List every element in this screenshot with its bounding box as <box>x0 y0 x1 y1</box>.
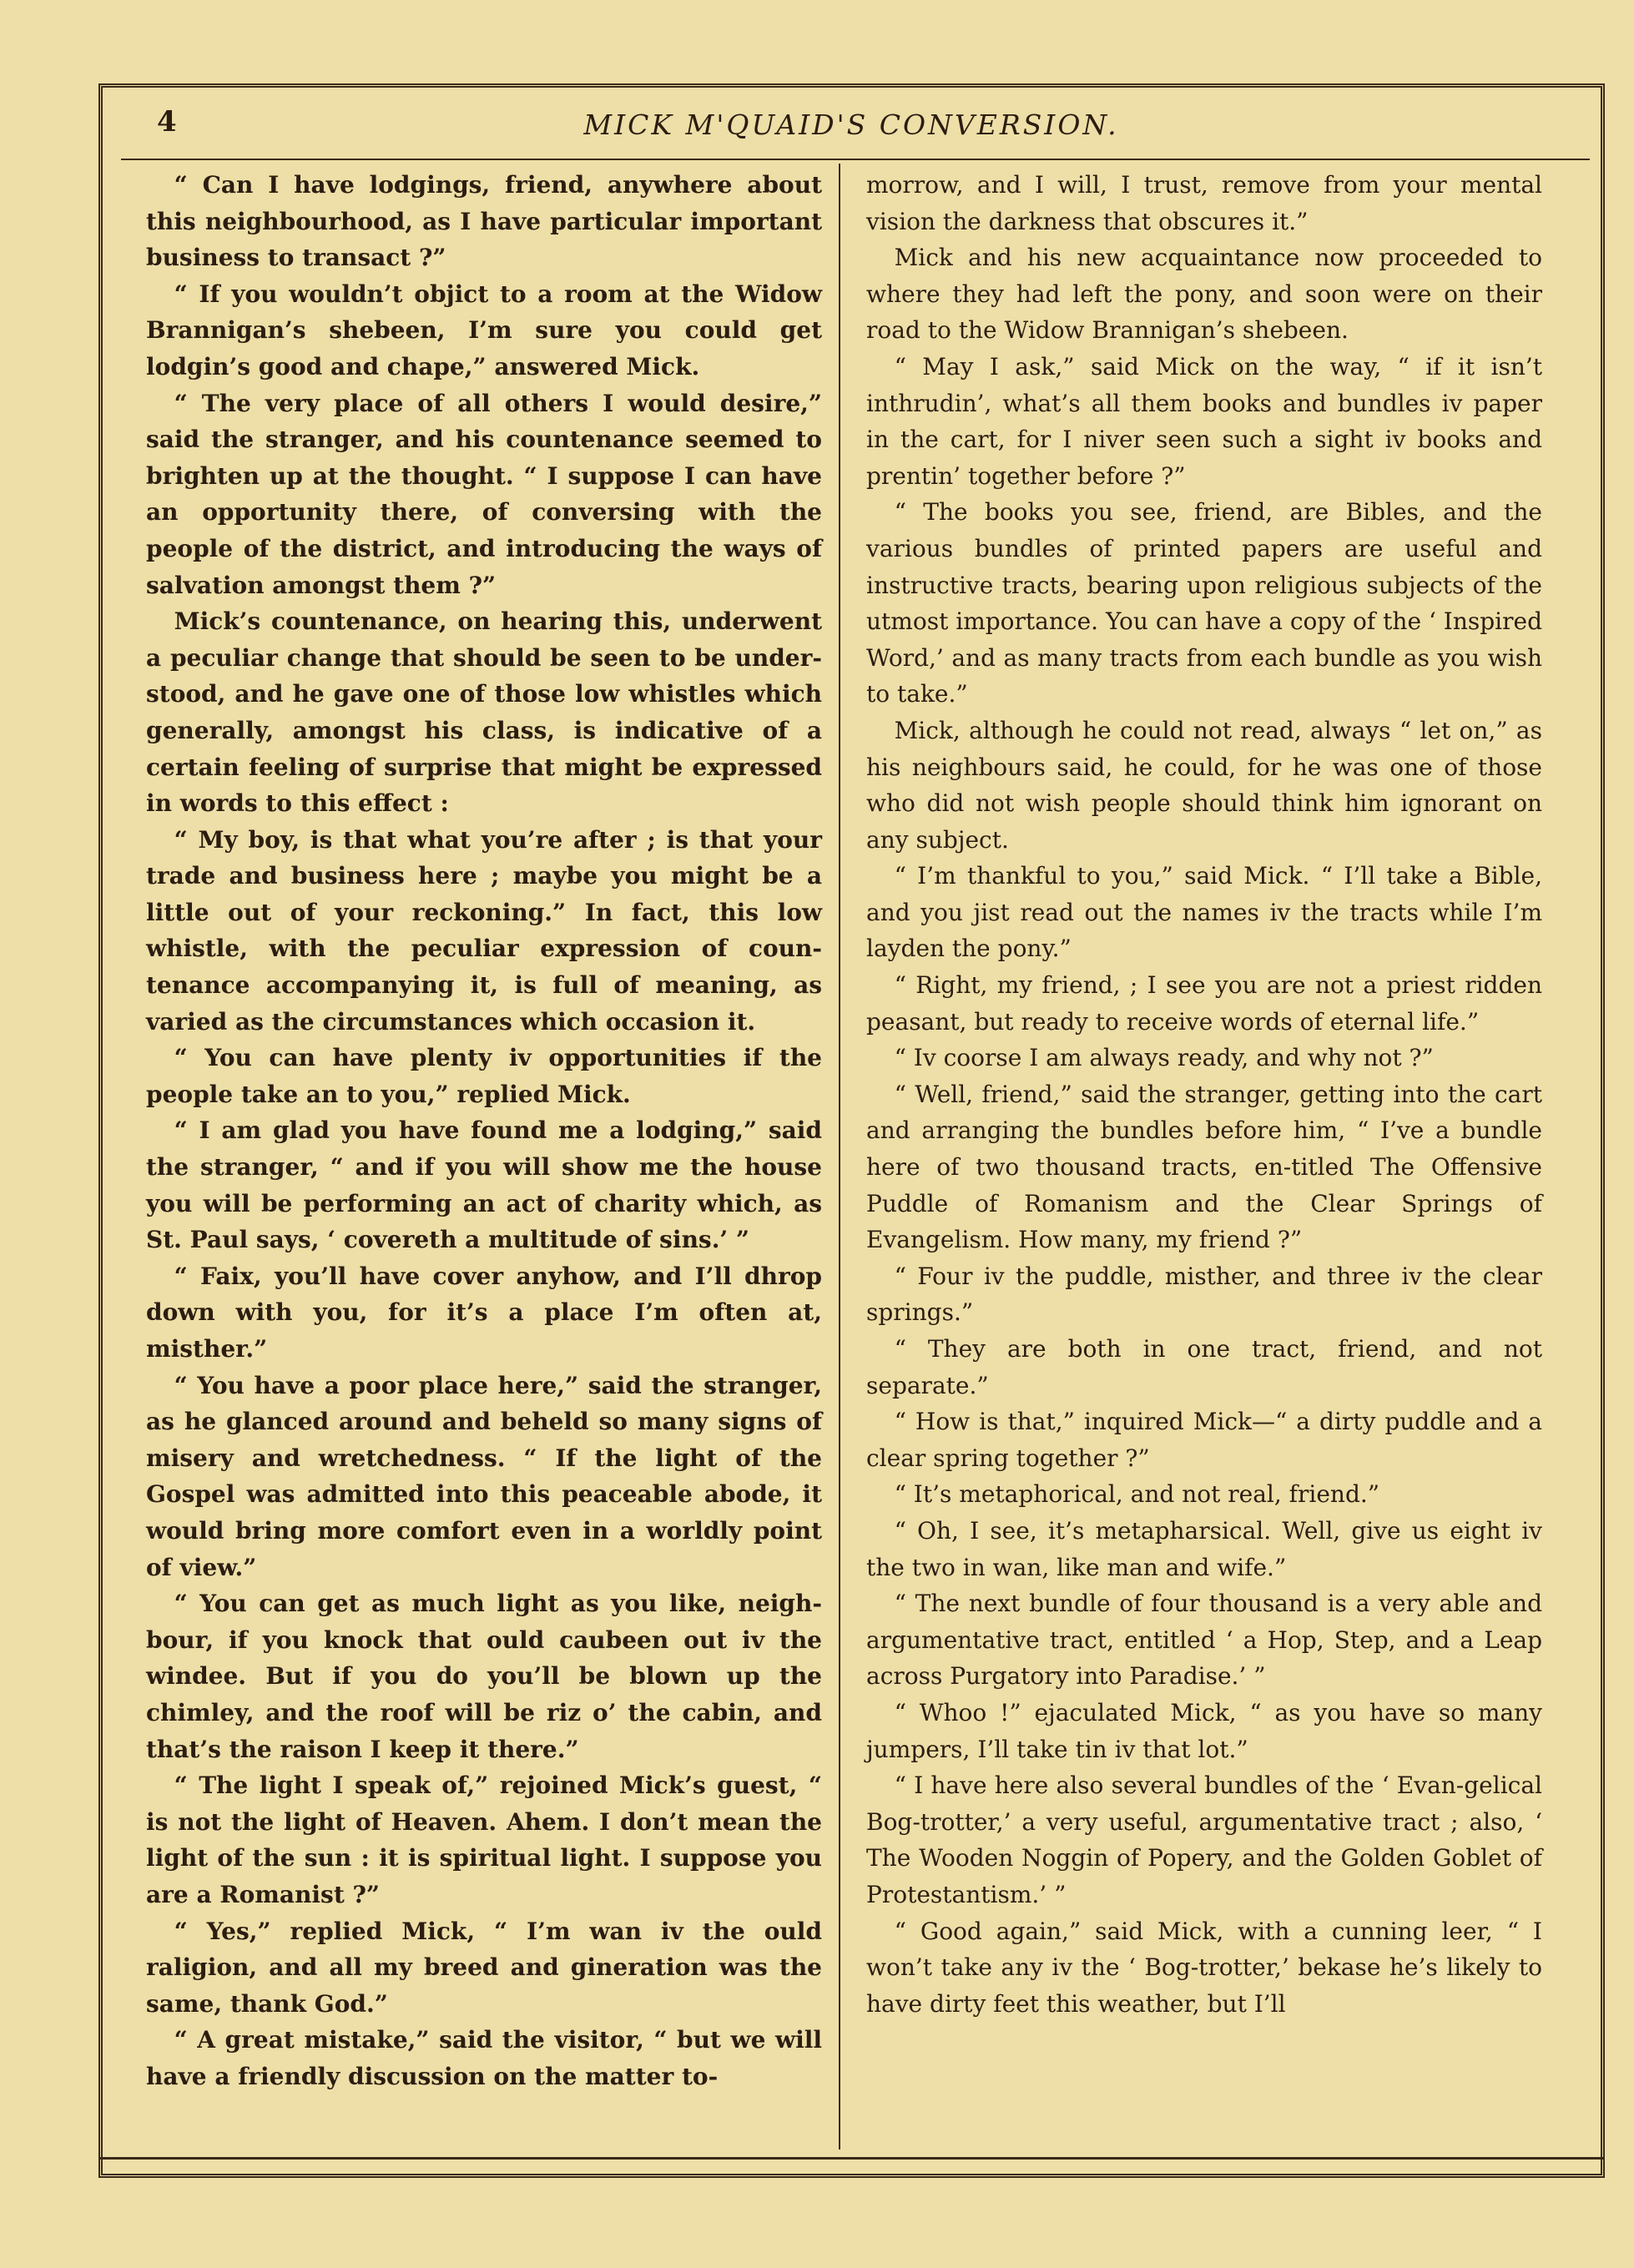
paragraph: “ The books you see, friend, are Bibles, and the various bundles of printed papers are useful and instructive tracts, bearing upon religious subjects of the utmost importance. You can have a copy of the ‘ Inspired Word,’ and as many tracts from each bundle as you wish to take.” <box>866 498 1542 708</box>
paragraph: “ The very place of all others I would desire,” said the stranger, and his countenance seemed to brighten up at the thought. “ I suppose I can have an opportunity there, of conversing with the people of the district, and introducing the ways of salvation amongst them ?” <box>146 389 822 599</box>
paragraph: “ The next bundle of four thousand is a very able and argumentative tract, entitled ‘ a Hop, Step, and a Leap across Purgatory into Paradise.’ ” <box>866 1590 1542 1691</box>
paragraph: “ You have a poor place here,” said the stranger, as he glanced around and beheld so many signs of misery and wretchedness. “ If the light of the Gospel was admitted into this peaceable abode, it would bring more comfort even in a worldly point of view.” <box>146 1371 822 1581</box>
paragraph: “ How is that,” inquired Mick—“ a dirty puddle and a clear spring together ?” <box>866 1408 1542 1472</box>
paragraph: “ May I ask,” said Mick on the way, “ if it isn’t inthrudin’, what’s all them books and bundles iv paper in the cart, for I niver seen such a sight iv books and prentin’ together before ?” <box>866 352 1542 490</box>
paragraph: “ My boy, is that what you’re after ; is that your trade and business here ; maybe you might be a little out of your reckoning.” In fact, this low whistle, with the peculiar expression of coun-tenance accompanying it, is full of meaning, as varied as the circumstances which occasion it. <box>146 825 822 1036</box>
bottom-rule <box>98 2157 1605 2160</box>
paragraph: “ I am glad you have found me a lodging,” said the stranger, “ and if you will show me the house you will be performing an act of charity which, as St. Paul says, ‘ covereth a multitude of sins.’ ” <box>146 1116 822 1254</box>
paragraph: “ Whoo !” ejaculated Mick, “ as you have so many jumpers, I’ll take tin iv that lot.” <box>866 1698 1542 1763</box>
paragraph: “ Faix, you’ll have cover anyhow, and I’ll dhrop down with you, for it’s a place I’m often at, misther.” <box>146 1262 822 1363</box>
right-column <box>866 167 1542 2022</box>
paragraph: Mick’s countenance, on hearing this, underwent a peculiar change that should be seen to be under-stood, and he gave one of those low whistles which generally, amongst his class, is indicative of a certain feeling of surprise that might be expressed in words to this effect : <box>146 607 822 818</box>
paragraph: “ I have here also several bundles of the ‘ Evan-gelical Bog-trotter,’ a very useful, argumentative tract ; also, ‘ The Wooden Noggin of Popery, and the Golden Goblet of Protestantism.’ ” <box>866 1772 1542 1908</box>
paragraph: Mick, although he could not read, always “ let on,” as his neighbours said, he could, for he was one of those who did not wish people should think him ignorant on any subject. <box>866 716 1542 854</box>
paragraph: “ I’m thankful to you,” said Mick. “ I’ll take a Bible, and you jist read out the names iv the tracts while I’m layden the pony.” <box>866 862 1542 963</box>
paragraph: “ Four iv the puddle, misther, and three iv the clear springs.” <box>866 1262 1542 1327</box>
paragraph: “ You can get as much light as you like, neigh-bour, if you knock that ould caubeen out iv the windee. But if you do you’ll be blown up the chimley, and the roof will be riz o’ the cabin, and that’s the raison I keep it there.” <box>146 1590 822 1763</box>
paragraph: Mick and his new acquaintance now proceeded to where they had left the pony, and soon were on their road to the Widow Brannigan’s shebeen. <box>866 244 1542 345</box>
paragraph: morrow, and I will, I trust, remove from your mental vision the darkness that obscures it.” <box>866 171 1542 235</box>
paragraph: “ Yes,” replied Mick, “ I’m wan iv the ould raligion, and all my breed and gineration was the same, thank God.” <box>146 1917 822 2018</box>
paragraph: “ Can I have lodgings, friend, anywhere about this neighbourhood, as I have particular important business to transact ?” <box>146 171 822 272</box>
paragraph: “ You can have plenty iv opportunities if the people take an to you,” replied Mick. <box>146 1044 822 1108</box>
paragraph: “ Iv coorse I am always ready, and why not ?” <box>894 1044 1434 1072</box>
header-rule <box>121 159 1590 160</box>
column-divider <box>839 164 840 2150</box>
paragraph: “ Oh, I see, it’s metapharsical. Well, give us eight iv the two in wan, like man and wife.” <box>866 1516 1542 1581</box>
paragraph: “ Right, my friend, ; I see you are not a priest ridden peasant, but ready to receive words of eternal life.” <box>866 971 1542 1036</box>
paragraph: “ Good again,” said Mick, with a cunning leer, “ I won’t take any iv the ‘ Bog-trotter,’ bekase he’s likely to have dirty feet this weather, but I’ll <box>866 1917 1542 2018</box>
paragraph: “ They are both in one tract, friend, and not separate.” <box>866 1335 1542 1399</box>
left-column <box>146 167 822 2094</box>
paragraph: “ A great mistake,” said the visitor, “ but we will have a friendly discussion on the matter to- <box>146 2026 822 2090</box>
page-number: 4 <box>157 105 177 139</box>
paragraph: “ If you wouldn’t objict to a room at the Widow Brannigan’s shebeen, I’m sure you could get lodgin’s good and chape,” answered Mick. <box>146 280 822 381</box>
paragraph: “ Well, friend,” said the stranger, getting into the cart and arranging the bundles before him, “ I’ve a bundle here of two thousand tracts, en-titled The Offensive Puddle of Romanism and the Clear Springs of Evangelism. How many, my friend ?” <box>866 1080 1542 1254</box>
running-title: MICK M'QUAID'S CONVERSION. <box>583 108 1119 141</box>
paragraph: “ The light I speak of,” rejoined Mick’s guest, “ is not the light of Heaven. Ahem. I don’t mean the light of the sun : it is spiritual light. I suppose you are a Romanist ?” <box>146 1772 822 1908</box>
page-header <box>117 98 1586 157</box>
paragraph: “ It’s metaphorical, and not real, friend.” <box>894 1480 1380 1509</box>
